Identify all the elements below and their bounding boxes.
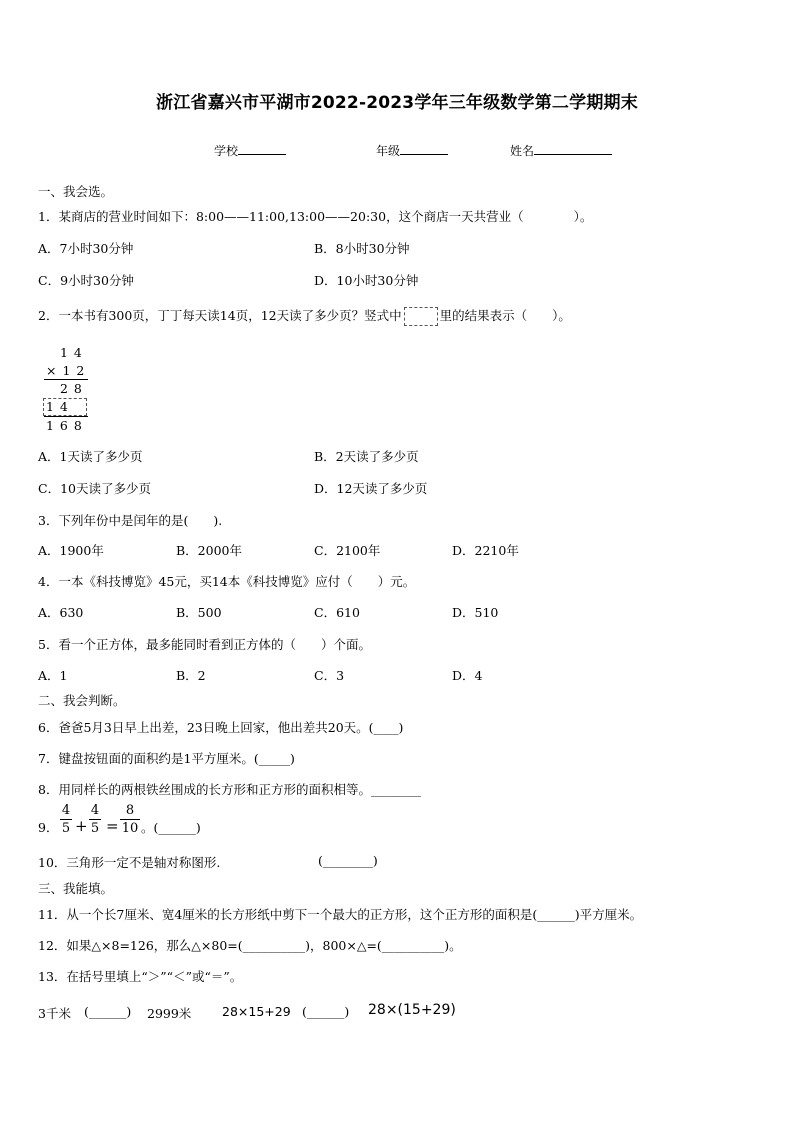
q2-stem-a: 2．一本书有300页，丁丁每天读14页，12天读了多少页？竖式中: [38, 308, 402, 323]
q5-option-d[interactable]: D．4: [452, 668, 483, 683]
q3-option-c[interactable]: C．2100年: [314, 543, 381, 558]
section-heading-3: 三、我能填。: [38, 881, 114, 896]
question-1-stem: 1．某商店的营业时间如下：8:00——11:00,13:00——20:30，这个商店一天共营业（ ）。: [38, 209, 593, 224]
q9-number: 9．: [38, 820, 59, 835]
question-3-stem: 3．下列年份中是闰年的是( ).: [38, 513, 223, 528]
q9-f2-denominator: 5: [90, 821, 100, 836]
vertical-line-2: [44, 416, 88, 417]
name-label: 姓名: [510, 144, 535, 158]
q13-a-left: 3千米: [38, 1006, 71, 1021]
question-13: 13．在括号里填上“＞”“＜”或“＝”。: [38, 969, 243, 984]
q5-option-c[interactable]: C．3: [314, 668, 345, 683]
vertical-row-1: 1 4: [60, 345, 83, 360]
q3-option-b[interactable]: B．2000年: [176, 543, 242, 558]
q9-f2-numerator: 4: [90, 803, 100, 818]
q1-option-b[interactable]: B．8小时30分钟: [314, 241, 410, 256]
q2-stem-b: 里的结果表示（ ）。: [439, 308, 571, 323]
q9-fraction-2: [89, 803, 101, 836]
grade-field: [376, 142, 448, 159]
q2-option-a[interactable]: A．1天读了多少页: [38, 449, 143, 464]
question-2-stem: [38, 306, 571, 326]
q4-option-c[interactable]: C．610: [314, 605, 360, 620]
q13-b-left: 28×15+29: [222, 1004, 291, 1019]
q13-b-blank[interactable]: (______): [302, 1004, 350, 1019]
grade-blank[interactable]: [400, 142, 448, 155]
vertical-row-2: × 1 2: [46, 363, 86, 378]
school-field: [214, 142, 286, 159]
q10-blank[interactable]: (________): [318, 853, 378, 868]
section-heading-1: 一、我会选。: [38, 184, 114, 199]
q1-option-d[interactable]: D．10小时30分钟: [314, 273, 419, 288]
q9-tail: 。(______): [141, 820, 201, 835]
q9-f3-numerator: 8: [125, 803, 135, 818]
q9-equals: =: [106, 817, 119, 835]
vertical-row-4: 1 4: [46, 399, 69, 414]
q9-f3-denominator: 10: [121, 821, 139, 836]
q5-option-b[interactable]: B．2: [176, 668, 206, 683]
q2-option-c[interactable]: C．10天读了多少页: [38, 481, 151, 496]
grade-label: 年级: [376, 144, 401, 158]
name-field: [510, 142, 612, 159]
q9-f1-numerator: 4: [61, 803, 71, 818]
q4-option-b[interactable]: B．500: [176, 605, 222, 620]
school-label: 学校: [214, 144, 239, 158]
question-4-stem: 4．一本《科技博览》45元，买14本《科技博览》应付（ ）元。: [38, 574, 416, 589]
question-12: 12．如果△×8=126，那么△×80=(__________)，800×△=(__________)。: [38, 938, 462, 953]
q13-a-blank[interactable]: (______): [84, 1004, 132, 1019]
question-10-stem: 10．三角形一定不是轴对称图形.: [38, 855, 221, 870]
q1-option-a[interactable]: A．7小时30分钟: [38, 241, 134, 256]
q5-option-a[interactable]: A．1: [38, 668, 68, 683]
q1-option-c[interactable]: C．9小时30分钟: [38, 273, 134, 288]
q2-option-d[interactable]: D．12天读了多少页: [314, 481, 428, 496]
school-blank[interactable]: [238, 142, 286, 155]
page-title: 浙江省嘉兴市平湖市2022-2023学年三年级数学第二学期期末: [156, 93, 638, 113]
vertical-line-1: [44, 379, 88, 380]
dashed-box-icon: [404, 307, 438, 326]
q9-fraction-1: [60, 803, 72, 836]
q3-option-d[interactable]: D．2210年: [452, 543, 519, 558]
q9-plus: +: [75, 817, 88, 835]
q13-b-right: 28×(15+29): [368, 1002, 456, 1018]
vertical-row-3: 2 8: [60, 381, 83, 396]
q4-option-d[interactable]: D．510: [452, 605, 499, 620]
question-8: 8．用同样长的两根铁丝围成的长方形和正方形的面积相等。________: [38, 782, 421, 797]
q13-a-right: 2999米: [147, 1006, 192, 1021]
vertical-row-5: 1 6 8: [46, 418, 83, 433]
section-heading-2: 二、我会判断。: [38, 693, 126, 708]
q2-option-b[interactable]: B．2天读了多少页: [314, 449, 419, 464]
question-11: 11．从一个长7厘米、宽4厘米的长方形纸中剪下一个最大的正方形，这个正方形的面积是(______)平方厘米。: [38, 907, 643, 922]
q3-option-a[interactable]: A．1900年: [38, 543, 104, 558]
question-6: 6．爸爸5月3日早上出差，23日晚上回家，他出差共20天。(____): [38, 720, 404, 735]
q9-f1-denominator: 5: [61, 821, 71, 836]
question-7: 7．键盘按钮面的面积约是1平方厘米。(_____): [38, 751, 295, 766]
q4-option-a[interactable]: A．630: [38, 605, 84, 620]
q9-fraction-3: [120, 803, 140, 836]
name-blank[interactable]: [534, 142, 612, 155]
question-5-stem: 5．看一个正方体，最多能同时看到正方体的（ ）个面。: [38, 637, 371, 652]
